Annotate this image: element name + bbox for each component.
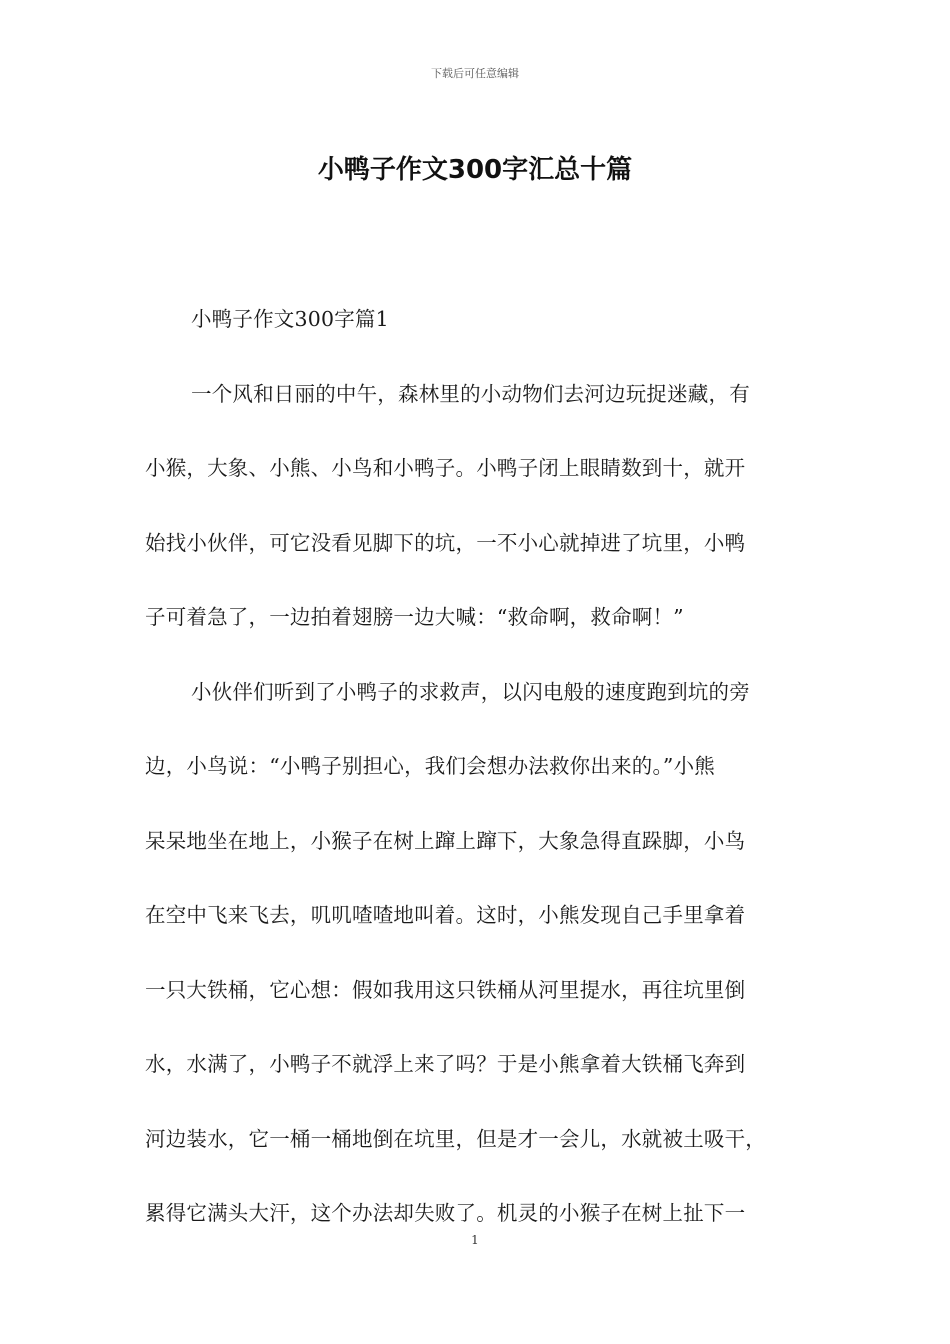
text-line: 子可着急了，一边拍着翅膀一边大喊：“救命啊，救命啊！” xyxy=(145,605,684,629)
text-line: 一只大铁桶，它心想：假如我用这只铁桶从河里提水，再往坑里倒 xyxy=(145,977,746,1002)
text-line: 水，水满了，小鸭子不就浮上来了吗？于是小熊拿着大铁桶飞奔到 xyxy=(145,1052,746,1076)
header-note: 下载后可任意编辑 xyxy=(431,67,519,80)
text-line: 小伙伴们听到了小鸭子的求救声，以闪电般的速度跑到坑的旁 xyxy=(191,679,750,704)
text-line: 在空中飞来飞去，叽叽喳喳地叫着。这时，小熊发现自己手里拿着 xyxy=(145,903,746,927)
text-line: 始找小伙伴，可它没看见脚下的坑，一不小心就掉进了坑里，小鸭 xyxy=(145,530,746,555)
text-line: 累得它满头大汗，这个办法却失败了。机灵的小猴子在树上扯下一 xyxy=(145,1201,746,1225)
text-line: 一个风和日丽的中午，森林里的小动物们去河边玩捉迷藏，有 xyxy=(191,381,750,406)
text-line: 呆呆地坐在地上，小猴子在树上蹿上蹿下，大象急得直跺脚，小鸟 xyxy=(145,828,746,853)
document-body xyxy=(145,282,807,1251)
text-line: 河边装水，它一桶一桶地倒在坑里，但是才一会儿，水就被土吸干， xyxy=(145,1126,766,1151)
document-title: 小鸭子作文300字汇总十篇 xyxy=(317,155,633,185)
section-heading xyxy=(145,282,807,357)
text-line: 小鸭子作文300字篇1 xyxy=(191,307,389,331)
paragraph-1 xyxy=(145,357,807,655)
text-line: 边，小鸟说：“小鸭子别担心，我们会想办法救你出来的。”小熊 xyxy=(145,754,716,778)
page-number: 1 xyxy=(471,1233,479,1247)
paragraph-2 xyxy=(145,655,807,1251)
text-line: 小猴，大象、小熊、小鸟和小鸭子。小鸭子闭上眼睛数到十，就开 xyxy=(145,456,746,480)
